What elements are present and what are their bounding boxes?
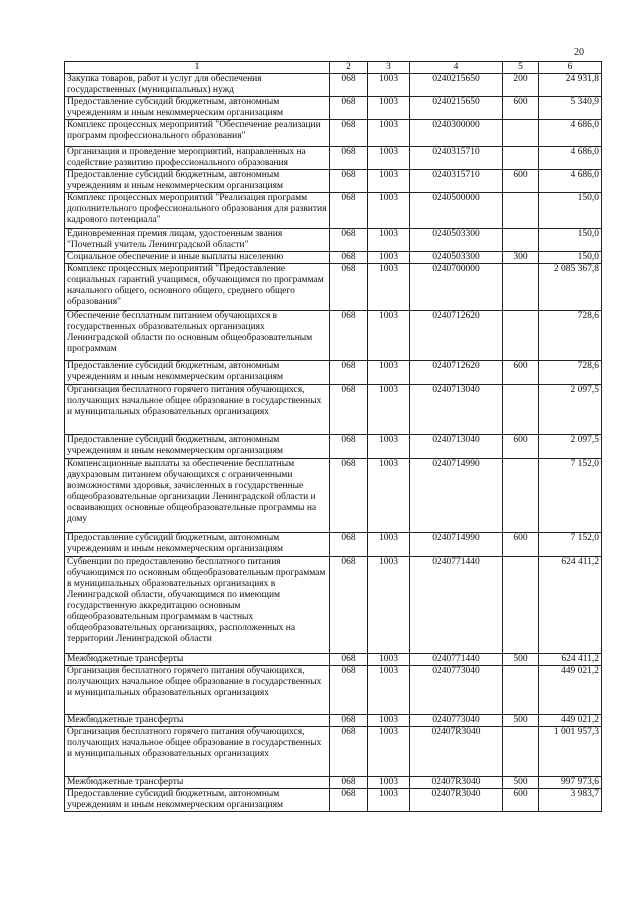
row-code: 068 [330, 435, 368, 459]
row-target-item: 0240315710 [410, 170, 503, 193]
column-header-row [65, 62, 602, 74]
row-section: 1003 [368, 74, 410, 97]
page-number: 20 [574, 47, 584, 58]
row-code: 068 [330, 533, 368, 557]
row-sum: 150,0 [539, 229, 602, 252]
table-row [65, 654, 602, 666]
row-expense-type: 500 [503, 777, 539, 789]
row-sum: 624 411,2 [539, 654, 602, 666]
row-sum: 997 973,6 [539, 777, 602, 789]
row-expense-type: 500 [503, 654, 539, 666]
row-expense-type [503, 557, 539, 654]
row-code: 068 [330, 361, 368, 385]
row-section: 1003 [368, 264, 410, 311]
row-name: Предоставление субсидий бюджетным, автономным учреждениям и иным некоммерческим организациям [65, 170, 330, 193]
row-section: 1003 [368, 435, 410, 459]
row-sum: 150,0 [539, 252, 602, 264]
row-target-item: 0240712620 [410, 361, 503, 385]
row-name: Предоставление субсидий бюджетным, автономным учреждениям и иным некоммерческим организациям [65, 533, 330, 557]
row-target-item: 02407R3040 [410, 777, 503, 789]
row-sum: 7 152,0 [539, 459, 602, 533]
row-section: 1003 [368, 533, 410, 557]
row-target-item: 0240503300 [410, 229, 503, 252]
row-target-item: 0240714990 [410, 459, 503, 533]
row-target-item: 0240215650 [410, 74, 503, 97]
row-sum: 1 001 957,3 [539, 727, 602, 777]
row-code: 068 [330, 789, 368, 812]
table-row [65, 777, 602, 789]
row-name: Предоставление субсидий бюджетным, автономным учреждениям и иным некоммерческим организациям [65, 435, 330, 459]
row-code: 068 [330, 170, 368, 193]
row-target-item: 0240215650 [410, 97, 503, 120]
row-section: 1003 [368, 361, 410, 385]
row-target-item: 0240300000 [410, 120, 503, 147]
row-expense-type: 600 [503, 435, 539, 459]
row-code: 068 [330, 666, 368, 715]
row-target-item: 0240773040 [410, 715, 503, 727]
row-target-item: 0240700000 [410, 264, 503, 311]
row-expense-type: 600 [503, 170, 539, 193]
row-expense-type [503, 120, 539, 147]
row-name: Организация бесплатного горячего питания обучающихся, получающих начальное общее образование в государственных и муниципальных образовательных организациях [65, 727, 330, 777]
row-section: 1003 [368, 385, 410, 435]
row-name: Предоставление субсидий бюджетным, автономным учреждениям и иным некоммерческим организациям [65, 97, 330, 120]
row-sum: 7 152,0 [539, 533, 602, 557]
row-sum: 728,6 [539, 361, 602, 385]
table-row [65, 97, 602, 120]
row-target-item: 0240712620 [410, 311, 503, 361]
column-header-sum: 6 [539, 62, 602, 74]
row-code: 068 [330, 97, 368, 120]
row-name: Организация бесплатного горячего питания обучающихся, получающих начальное общее образование в государственных и муниципальных образовательных организациях [65, 385, 330, 435]
row-section: 1003 [368, 727, 410, 777]
row-expense-type [503, 147, 539, 170]
row-code: 068 [330, 727, 368, 777]
row-name: Обеспечение бесплатным питанием обучающихся в государственных образовательных организациях Ленинградской области по основным общеобразовательным программам [65, 311, 330, 361]
row-section: 1003 [368, 147, 410, 170]
row-expense-type: 600 [503, 533, 539, 557]
table-row [65, 120, 602, 147]
row-sum: 2 097,5 [539, 385, 602, 435]
row-section: 1003 [368, 557, 410, 654]
row-name: Компенсационные выплаты за обеспечение бесплатным двухразовым питанием обучающихся с ограниченными возможностями здоровья, зачисленных в государственные общеобразовательные организации Ленинградской области и осваивающих основные общеобразовательные программы на дому [65, 459, 330, 533]
row-code: 068 [330, 193, 368, 229]
column-header-name: 1 [65, 62, 330, 74]
row-name: Межбюджетные трансферты [65, 715, 330, 727]
row-code: 068 [330, 459, 368, 533]
table-row [65, 727, 602, 777]
row-expense-type [503, 459, 539, 533]
row-name: Закупка товаров, работ и услуг для обеспечения государственных (муниципальных) нужд [65, 74, 330, 97]
row-section: 1003 [368, 97, 410, 120]
row-section: 1003 [368, 252, 410, 264]
row-section: 1003 [368, 789, 410, 812]
row-name: Социальное обеспечение и иные выплаты населению [65, 252, 330, 264]
row-sum: 4 686,0 [539, 120, 602, 147]
row-expense-type [503, 727, 539, 777]
row-expense-type [503, 193, 539, 229]
row-sum: 2 085 367,8 [539, 264, 602, 311]
row-code: 068 [330, 264, 368, 311]
row-code: 068 [330, 557, 368, 654]
table-row [65, 264, 602, 311]
row-name: Организация бесплатного горячего питания обучающихся, получающих начальное общее образование в государственных и муниципальных образовательных организациях [65, 666, 330, 715]
row-section: 1003 [368, 777, 410, 789]
row-target-item: 0240315710 [410, 147, 503, 170]
row-name: Организация и проведение мероприятий, направленных на содействие развитию профессионального образования [65, 147, 330, 170]
table-row [65, 385, 602, 435]
row-name: Субвенции по предоставлению бесплатного питания обучающимся по основным общеобразовательным программам в муниципальных образовательных организациях в Ленинградской области, обучающимся по имеющим государственную аккредитацию основным общеобразовательным программам в частных общеобразовательных организациях, расположенных на территории Ленинградской области [65, 557, 330, 654]
row-expense-type [503, 311, 539, 361]
column-header-code: 2 [330, 62, 368, 74]
row-section: 1003 [368, 459, 410, 533]
row-target-item: 0240713040 [410, 435, 503, 459]
row-sum: 150,0 [539, 193, 602, 229]
row-section: 1003 [368, 311, 410, 361]
row-target-item: 02407R3040 [410, 727, 503, 777]
table-row [65, 459, 602, 533]
row-name: Комплекс процессных мероприятий "Предоставление социальных гарантий учащимся, обучающимся по программам начального общего, основного общего, среднего общего образования" [65, 264, 330, 311]
row-section: 1003 [368, 229, 410, 252]
row-name: Комплекс процессных мероприятий "Обеспечение реализации программ профессионального образования" [65, 120, 330, 147]
row-expense-type [503, 666, 539, 715]
row-expense-type [503, 229, 539, 252]
row-target-item: 0240714990 [410, 533, 503, 557]
row-name: Межбюджетные трансферты [65, 777, 330, 789]
row-expense-type: 200 [503, 74, 539, 97]
column-header-target-item: 4 [410, 62, 503, 74]
table-row [65, 789, 602, 812]
row-code: 068 [330, 120, 368, 147]
row-code: 068 [330, 252, 368, 264]
column-header-expense-type: 5 [503, 62, 539, 74]
row-expense-type [503, 264, 539, 311]
table-row [65, 193, 602, 229]
row-section: 1003 [368, 666, 410, 715]
row-expense-type: 500 [503, 715, 539, 727]
row-code: 068 [330, 147, 368, 170]
table-row [65, 74, 602, 97]
row-section: 1003 [368, 654, 410, 666]
row-sum: 624 411,2 [539, 557, 602, 654]
row-target-item: 02407R3040 [410, 789, 503, 812]
row-code: 068 [330, 311, 368, 361]
row-name: Единовременная премия лицам, удостоенным звания "Почетный учитель Ленинградской области" [65, 229, 330, 252]
row-code: 068 [330, 229, 368, 252]
row-code: 068 [330, 385, 368, 435]
row-section: 1003 [368, 120, 410, 147]
row-name: Комплекс процессных мероприятий "Реализация программ дополнительного профессионального образования для развития кадрового потенциала" [65, 193, 330, 229]
table-row [65, 252, 602, 264]
table-row [65, 147, 602, 170]
row-section: 1003 [368, 193, 410, 229]
row-name: Межбюджетные трансферты [65, 654, 330, 666]
table-row [65, 715, 602, 727]
table-row [65, 666, 602, 715]
row-target-item: 0240500000 [410, 193, 503, 229]
table-row [65, 361, 602, 385]
row-name: Предоставление субсидий бюджетным, автономным учреждениям и иным некоммерческим организациям [65, 789, 330, 812]
table-row [65, 533, 602, 557]
row-sum: 449 021,2 [539, 715, 602, 727]
row-sum: 728,6 [539, 311, 602, 361]
row-sum: 5 340,9 [539, 97, 602, 120]
table-row [65, 170, 602, 193]
budget-table [64, 61, 602, 812]
column-header-section: 3 [368, 62, 410, 74]
row-target-item: 0240771440 [410, 557, 503, 654]
row-name: Предоставление субсидий бюджетным, автономным учреждениям и иным некоммерческим организациям [65, 361, 330, 385]
table-row [65, 311, 602, 361]
row-sum: 4 686,0 [539, 147, 602, 170]
row-sum: 24 931,8 [539, 74, 602, 97]
row-sum: 4 686,0 [539, 170, 602, 193]
row-expense-type: 600 [503, 361, 539, 385]
row-expense-type: 600 [503, 97, 539, 120]
row-section: 1003 [368, 715, 410, 727]
row-code: 068 [330, 654, 368, 666]
row-target-item: 0240713040 [410, 385, 503, 435]
row-code: 068 [330, 715, 368, 727]
row-expense-type: 300 [503, 252, 539, 264]
row-target-item: 0240503300 [410, 252, 503, 264]
row-target-item: 0240771440 [410, 654, 503, 666]
table-row [65, 557, 602, 654]
row-sum: 3 983,7 [539, 789, 602, 812]
row-code: 068 [330, 74, 368, 97]
row-sum: 2 097,5 [539, 435, 602, 459]
row-expense-type [503, 385, 539, 435]
table-body [65, 74, 602, 812]
row-expense-type: 600 [503, 789, 539, 812]
row-target-item: 0240773040 [410, 666, 503, 715]
table-row [65, 435, 602, 459]
table-row [65, 229, 602, 252]
row-sum: 449 021,2 [539, 666, 602, 715]
row-code: 068 [330, 777, 368, 789]
row-section: 1003 [368, 170, 410, 193]
